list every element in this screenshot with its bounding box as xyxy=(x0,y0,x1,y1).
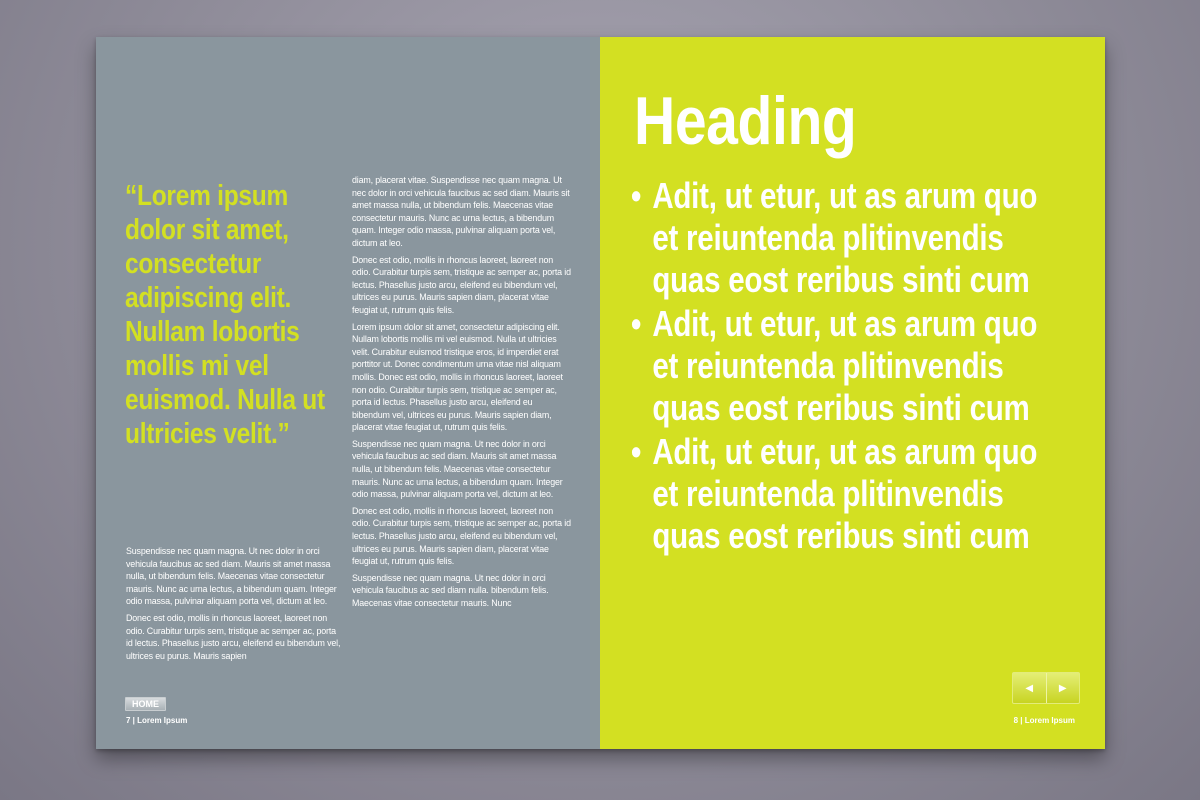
page-number-left: 7 | Lorem Ipsum xyxy=(126,716,188,725)
page-number-right: 8 | Lorem Ipsum xyxy=(1013,716,1075,725)
paragraph: Suspendisse nec quam magna. Ut nec dolor in orci vehicula faucibus ac sed diam. Mauris sit amet massa nulla, ut bibendum felis. Maecenas vitae consectetur mauris. Nunc ac urna lectus, a bibendum quam. Integer odio massa, pulvinar aliquam porta vel, dictum at leo. xyxy=(352,438,563,500)
list-item-text: Adit, ut etur, ut as arum quo et reiuntenda plitinvendis quas eost reribus sinti cum xyxy=(652,175,1038,300)
next-page-button[interactable] xyxy=(1046,673,1080,703)
bullet-icon: • xyxy=(631,175,642,216)
bullet-list xyxy=(631,175,1057,559)
paragraph: Donec est odio, mollis in rhoncus laoreet, laoreet non odio. Curabitur turpis sem, tristique ac semper ac, porta id lectus. Phasellus justo arcu, eleifend eu bibendum vel, ultrices eu purus. Mauris sapien diam, placerat vitae feugiat ut, rutrum quis felis. xyxy=(352,254,571,315)
paragraph: Lorem ipsum dolor sit amet, consectetur adipiscing elit. Nullam lobortis mollis mi vel euismod. Nulla ut ultricies velit. Curabitur euismod tristique eros, id imperdiet erat porttitor ut. Donec condimentum urna vitae nisl aliquam mollis. Donec est odio, mollis in rhoncus laoreet, laoreet non odio. Curabitur turpis sem, tristique ac semper ac, porta id lectus. Phasellus justo arcu, eleifend eu bibendum vel, ultrices eu purus. Mauris sapien diam, placerat vitae feugiat ut, rutrum quis felis. xyxy=(352,321,563,433)
page-navigation xyxy=(1012,672,1080,704)
right-page xyxy=(600,37,1105,749)
list-item xyxy=(631,431,1057,557)
pull-quote: “Lorem ipsum dolor sit amet, consectetur adipiscing elit. Nullam lobortis mollis mi vel euismod. Nulla ut ultricies velit.” xyxy=(125,180,325,450)
home-button[interactable]: HOME xyxy=(125,697,166,711)
list-item xyxy=(631,175,1057,301)
list-item xyxy=(631,303,1057,429)
page-heading: Heading xyxy=(634,83,857,159)
magazine-spread xyxy=(96,37,1105,749)
paragraph: Suspendisse nec quam magna. Ut nec dolor in orci vehicula faucibus ac sed diam. Mauris sit amet massa nulla, ut bibendum felis. Maecenas vitae consectetur mauris. Nunc ac urna lectus, a bibendum quam. Integer odio massa, pulvinar aliquam porta vel, dictum at leo. xyxy=(126,546,337,607)
list-item-text: Adit, ut etur, ut as arum quo et reiuntenda plitinvendis quas eost reribus sinti cum xyxy=(652,431,1038,556)
paragraph: Donec est odio, mollis in rhoncus laoreet, laoreet non odio. Curabitur turpis sem, tristique ac semper ac, porta id lectus. Phasellus justo arcu, eleifend eu bibendum vel, ultrices eu purus. Mauris sapien diam, placerat vitae feugiat ut, rutrum quis felis. xyxy=(352,505,571,567)
previous-page-button[interactable] xyxy=(1013,673,1046,703)
bullet-icon: • xyxy=(631,303,642,344)
bullet-icon: • xyxy=(631,431,642,472)
text-column-1 xyxy=(126,545,344,680)
paragraph: Suspendisse nec quam magna. Ut nec dolor in orci vehicula faucibus ac sed diam nulla. bibendum felis. Maecenas vitae consectetur mauris. Nunc xyxy=(352,572,549,608)
paragraph: diam, placerat vitae. Suspendisse nec quam magna. Ut nec dolor in orci vehicula faucibus ac sed diam. Mauris sit amet massa nulla, ut bibendum felis. Maecenas vitae consectetur mauris. Nunc ac urna lectus, a bibendum quam. Integer odio massa, pulvinar aliquam porta vel, dictum at leo. xyxy=(352,175,570,248)
arrow-right-icon: ▶ xyxy=(1058,682,1067,694)
text-column-2 xyxy=(352,174,572,680)
list-item-text: Adit, ut etur, ut as arum quo et reiuntenda plitinvendis quas eost reribus sinti cum xyxy=(652,303,1038,428)
arrow-left-icon: ◀ xyxy=(1025,682,1034,694)
left-page xyxy=(96,37,600,749)
paragraph: Donec est odio, mollis in rhoncus laoreet, laoreet non odio. Curabitur turpis sem, tristique ac semper ac, porta id lectus. Phasellus justo arcu, eleifend eu bibendum vel, ultrices eu purus. Mauris sapien xyxy=(126,612,341,661)
